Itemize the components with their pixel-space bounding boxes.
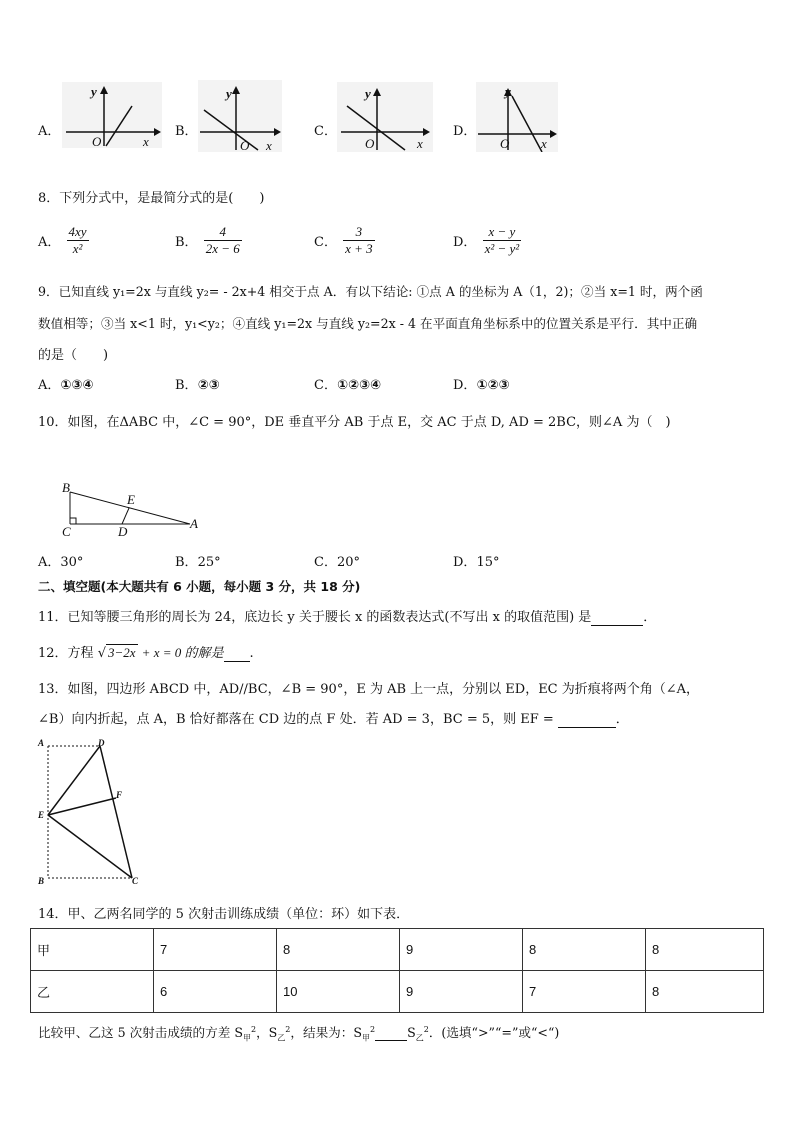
q14-sup-3: 2 (370, 1024, 376, 1034)
q13-figure (36, 736, 146, 888)
q9-c-label: C． (314, 378, 337, 393)
q12 (38, 642, 254, 662)
q10-label-e: E (127, 492, 135, 507)
q13-label-b: B (38, 876, 45, 886)
q13-line-2-text: ∠B）向内折起，点 A，B 恰好都落在 CD 边的点 F 处．若 AD = 3，BC = 5，则 EF = (38, 712, 554, 727)
q8-d-fraction (483, 224, 522, 257)
q14-stem: 14．甲、乙两名同学的 5 次射击训练成绩（单位：环）如下表． (38, 907, 410, 922)
sqrt-sign: √ (97, 646, 106, 661)
q7-option-a-label: A． (38, 124, 61, 139)
x-arrow (274, 128, 281, 136)
table-cell: 乙 (31, 971, 154, 1013)
section-2-heading: 二、填空题(本大题共有 6 小题，每小题 3 分，共 18 分) (38, 579, 361, 594)
q8-a-fraction (67, 224, 89, 257)
table-cell: 7 (154, 929, 277, 971)
q14-sub-yi-1: 乙 (277, 1033, 286, 1043)
q8-b-label: B． (175, 235, 198, 250)
q7-a-y: y (91, 84, 97, 99)
q9-line-2: 数值相等；③当 x<1 时，y₁<y₂；④直线 y₁=2x 与直线 y₂=2x - 4 在平面直角坐标系中的位置关系是平行．其中正确 (38, 316, 698, 331)
q7-c-x: x (417, 136, 423, 151)
x-arrow (423, 128, 430, 136)
q9-d-text: ①②③ (476, 378, 510, 393)
table-cell: 8 (277, 929, 400, 971)
q10-b-text: 25° (197, 555, 221, 570)
q13-end: ． (615, 712, 629, 727)
q13-label-c: C (132, 876, 139, 886)
table-cell: 8 (646, 971, 764, 1013)
q10-a-text: 30° (60, 555, 84, 570)
q10-label-d: D (118, 524, 128, 539)
q13-line-1: 13．如图，四边形 ABCD 中，AD//BC，∠B = 90°，E 为 AB 上一点，分别以 ED，EC 为折痕将两个角（∠A， (38, 682, 700, 697)
q8-d-den: x² − y² (484, 241, 520, 256)
q8-d-label: D． (453, 235, 477, 250)
q14-score-table (30, 928, 764, 1013)
y-arrow (100, 86, 108, 94)
q9-d-label: D． (453, 378, 477, 393)
q8-c-label: C． (314, 235, 337, 250)
q14-sup-2: 2 (285, 1024, 291, 1034)
q7-d-o: O (500, 136, 510, 151)
q11-text: 11．已知等腰三角形的周长为 24，底边长 y 关于腰长 x 的函数表达式(不写出 x 的取值范围) 是 (38, 610, 592, 625)
q10-d-label: D． (453, 555, 477, 570)
q8-option-b (175, 224, 244, 257)
q13-line-2 (38, 708, 629, 728)
q7-c-y: y (365, 86, 371, 101)
table-cell: 9 (400, 929, 523, 971)
q7-c-o: O (365, 136, 375, 151)
q10-option-d (453, 551, 499, 570)
q7-option-b-label: B． (175, 124, 198, 139)
q14-compare: 比较甲、乙这 5 次射击成绩的方差 $S_甲^2$，$S_乙^2$，结果为：$S_甲^2$ $S_乙^2$．(选填“>”“=”或“<“) (38, 1024, 560, 1043)
q12-end: . (249, 646, 254, 661)
q14-sup-1: 2 (250, 1024, 257, 1034)
q13-label-e: E (38, 810, 45, 820)
q9-option-d (453, 374, 509, 393)
table-row (31, 971, 764, 1013)
q9-option-b (175, 374, 220, 393)
q9-line-1: 9．已知直线 y₁=2x 与直线 y₂= - 2x+4 相交于点 A．有以下结论: ①点 A 的坐标为 A（1，2)；②当 x=1 时，两个函 (38, 284, 703, 299)
table-cell: 8 (646, 929, 764, 971)
q9-c-text: ①②③④ (336, 378, 381, 393)
q8-c-den: x + 3 (345, 241, 373, 256)
q14-sub-jia-2: 甲 (362, 1033, 370, 1043)
function-line (347, 106, 405, 150)
q8-b-fraction (204, 224, 242, 257)
q8-option-c (314, 224, 377, 257)
q14-compare-end: ．(选填“>”“=”或“<“) (428, 1025, 560, 1040)
y-arrow (373, 88, 381, 96)
table-cell: 8 (523, 929, 646, 971)
q13-quadrilateral-svg (36, 736, 146, 888)
q10-c-label: C． (314, 555, 337, 570)
q10-label-a: A (190, 516, 198, 531)
q14-answer-blank[interactable] (375, 1025, 407, 1041)
q13-label-d: D (98, 738, 105, 748)
q14-sub-jia-1: 甲 (242, 1033, 251, 1043)
y-arrow (232, 86, 240, 94)
q10-figure (56, 478, 206, 540)
q9-a-label: A． (38, 378, 61, 393)
q10-label-c: C (62, 524, 71, 539)
q12-answer-blank[interactable] (224, 646, 250, 662)
table-cell: 10 (277, 971, 400, 1013)
table-cell: 6 (154, 971, 277, 1013)
q8-option-a (38, 224, 91, 257)
q8-d-num: x − y (483, 224, 522, 241)
q12-prefix: 12．方程 (38, 646, 94, 661)
q8-stem: 8．下列分式中，是最简分式的是( ) (38, 191, 265, 206)
q11-answer-blank[interactable] (591, 610, 643, 626)
q9-a-text: ①③④ (60, 378, 94, 393)
q7-b-o: O (240, 138, 250, 153)
q10-option-b (175, 551, 221, 570)
table-cell: 7 (523, 971, 646, 1013)
q8-c-fraction (343, 224, 375, 257)
q8-b-num: 4 (204, 224, 242, 241)
q10-stem: 10．如图，在ΔABC 中，∠C = 90°，DE 垂直平分 AB 于点 E，交 AC 于点 D, AD = 2BC，则∠A 为（ ) (38, 415, 671, 430)
segment-de (122, 508, 129, 524)
q7-a-o: O (92, 134, 102, 149)
q14-sup-4: 2 (423, 1024, 429, 1034)
q9-option-a (38, 374, 93, 393)
x-arrow (550, 130, 557, 138)
table-cell: 9 (400, 971, 523, 1013)
q7-option-d-label: D． (453, 124, 477, 139)
q10-d-text: 15° (476, 555, 500, 570)
q8-option-d (453, 224, 523, 257)
q9-b-text: ②③ (197, 378, 220, 393)
q14-sub-yi-2: 乙 (415, 1033, 424, 1043)
q7-d-y: y (505, 84, 511, 99)
q7-d-x: x (541, 136, 547, 151)
q8-a-num: 4xy (68, 224, 87, 239)
q8-b-den: 2x − 6 (205, 241, 240, 256)
function-line (106, 106, 132, 146)
q8-a-label: A． (38, 235, 61, 250)
q8-c-num: 3 (343, 224, 375, 241)
q10-triangle-svg (56, 478, 206, 540)
q13-label-a: A (38, 738, 45, 748)
q14-compare-mid: ，结果为：S (290, 1025, 362, 1040)
q10-a-label: A． (38, 555, 61, 570)
q11 (38, 606, 656, 626)
q12-suffix: + x = 0 的解是 (141, 645, 224, 660)
q7-option-c-label: C． (314, 124, 337, 139)
q10-c-text: 20° (336, 555, 360, 570)
table-cell: 甲 (31, 929, 154, 971)
q10-b-label: B． (175, 555, 198, 570)
q13-label-f: F (116, 790, 123, 800)
function-line (512, 96, 542, 152)
q9-b-label: B． (175, 378, 198, 393)
q14-compare-prefix: 比较甲、乙这 5 次射击成绩的方差 S (38, 1025, 243, 1040)
q10-option-c (314, 551, 360, 570)
q12-radicand: 3−2x (107, 645, 136, 660)
q9-line-3: 的是（ ) (38, 348, 109, 363)
q11-end: ． (643, 610, 657, 625)
q7-a-x: x (143, 134, 149, 149)
q8-a-den: x² (72, 241, 83, 256)
table-row (31, 929, 764, 971)
x-arrow (154, 128, 161, 136)
function-line (204, 110, 258, 150)
q7-b-x: x (266, 138, 272, 153)
q13-answer-blank[interactable] (558, 712, 616, 728)
q7-b-y: y (226, 86, 232, 101)
q10-label-b: B (62, 480, 70, 495)
q9-option-c (314, 374, 381, 393)
q10-option-a (38, 551, 83, 570)
